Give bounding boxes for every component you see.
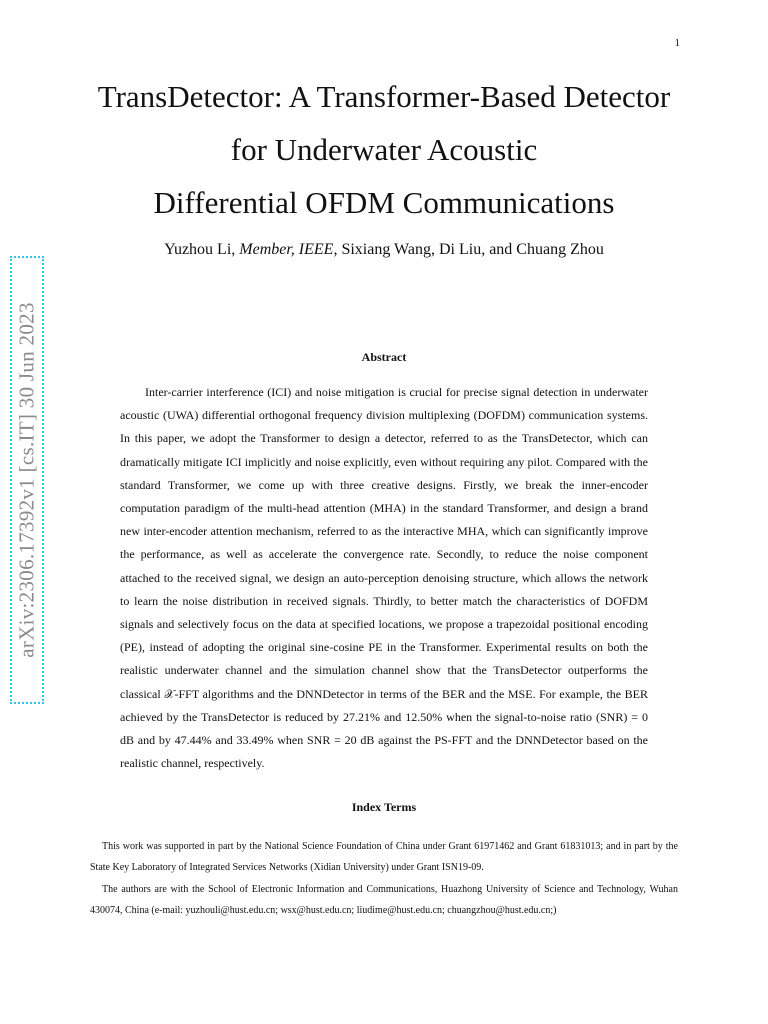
paper-title: [70, 70, 698, 229]
author-rest: , Sixiang Wang, Di Liu, and Chuang Zhou: [333, 241, 604, 258]
author-affiliation: Member, IEEE: [239, 241, 334, 258]
title-line-1: TransDetector: A Transformer-Based Detector: [97, 79, 671, 114]
arxiv-stamp: [10, 256, 44, 704]
title-line-3: Differential OFDM Communications: [153, 185, 615, 220]
arxiv-stamp-text: arXiv:2306.17392v1 [cs.IT] 30 Jun 2023: [14, 302, 39, 658]
title-line-2: for Underwater Acoustic: [230, 132, 538, 167]
page-number: 1: [674, 37, 680, 49]
author-list: [70, 241, 698, 259]
funding-footnote: This work was supported in part by the National Science Foundation of China under Grant 61971462 and Grant 61831013; and in part by the State Key Laboratory of Integrated Services Networks (Xidian University) under Grant ISN19-09.: [90, 841, 678, 874]
abstract-body: Inter-carrier interference (ICI) and noise mitigation is crucial for precise signal detection in underwater acoustic (UWA) differential orthogonal frequency division multiplexing (DOFDM) communication systems. In this paper, we adopt the Transformer to design a detector, referred to as the TransDetector, which can dramatically mitigate ICI implicitly and noise explicitly, even without requiring any pilot. Compared with the standard Transformer, we come up with three creative designs. Firstly, we break the inner-encoder computation paradigm of the multi-head attention (MHA) in the standard Transformer, and design a brand new inter-encoder attention mechanism, referred to as the interactive MHA, which can significantly improve the performance, as well as accelerate the convergence rate. Secondly, to reduce the noise component attached to the received signal, we design an auto-perception denoising structure, which allows the network to learn the noise distribution in received signals. Thirdly, to better match the characteristics of DOFDM signals and selectively focus on the data at specified locations, we propose a trapezoidal positional encoding (PE), instead of adopting the original sine-cosine PE in the Transformer. Experimental results on both the realistic underwater channel and the simulation channel show that the TransDetector outperforms the classical 𝒳-FFT algorithms and the DNNDetector in terms of the BER and the MSE. For example, the BER achieved by the TransDetector is reduced by 27.21% and 12.50% when the signal-to-noise ratio (SNR) = 0 dB and by 47.44% and 33.49% when SNR = 20 dB against the PS-FFT and the DNNDetector based on the realistic channel, respectively.: [120, 385, 648, 771]
index-terms-heading: Index Terms: [351, 800, 417, 814]
affiliation-footnote: The authors are with the School of Electronic Information and Communications, Huazhong University of Science and Technology, Wuhan 430074, China (e-mail: yuzhouli@hust.edu.cn; wsx@hust.edu.cn; liudime@hust.edu.cn; chuangzhou@hust.edu.cn;): [90, 884, 678, 917]
author-lead: Yuzhou Li,: [164, 241, 236, 258]
abstract-heading: Abstract: [361, 350, 407, 364]
